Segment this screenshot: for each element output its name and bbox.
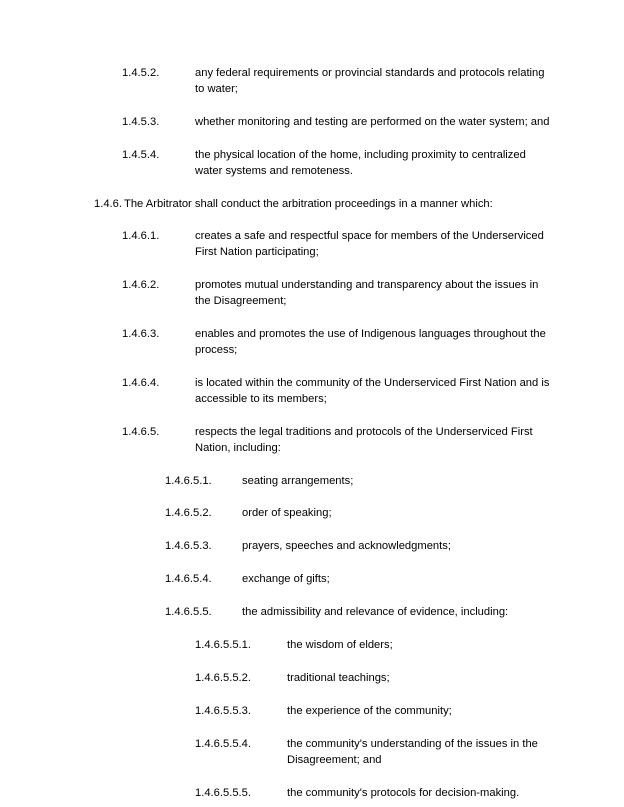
clause-number: 1.4.6.1. [122,230,160,243]
clause-number: 1.4.6.3. [122,328,160,341]
clause-text: The Arbitrator shall conduct the arbitration proceedings in a manner which: [124,197,493,210]
clause-number: 1.4.6.5.4. [165,573,212,586]
clause-text: creates a safe and respectful space for members of the Underserviced First Nation participating; [195,230,544,259]
clause-item [122,327,554,359]
clause-text: whether monitoring and testing are performed on the water system; and [195,115,550,128]
clause-number: 1.4.6.5.3. [165,540,212,553]
clause-text: the wisdom of elders; [287,639,393,652]
clause-number: 1.4.5.2. [122,67,160,79]
clause-text: exchange of gifts; [242,573,330,586]
clause-text: seating arrangements; [242,474,354,487]
clause-number: 1.4.6.5.5. [165,606,212,619]
clause-item [165,572,554,588]
clause-item [165,605,554,621]
clause-item [195,671,554,687]
clause-number: 1.4.6.5.5.3. [195,704,251,717]
clause-number: 1.4.6.5.5.5. [195,786,251,799]
clause-item [165,539,554,555]
clause-item [122,66,554,98]
clause-list [60,66,554,801]
clause-item [195,737,554,769]
clause-item [122,425,554,457]
clause-number: 1.4.6.2. [122,279,160,292]
clause-text: respects the legal traditions and protocols of the Underserviced First Nation, including: [195,425,533,454]
clause-text: prayers, speeches and acknowledgments; [242,540,451,553]
clause-text: any federal requirements or provincial standards and protocols relating to water; [195,67,545,95]
clause-item [122,148,554,180]
clause-item [94,197,554,213]
clause-item [122,115,554,131]
clause-text: traditional teachings; [287,671,390,684]
clause-number: 1.4.5.4. [122,148,160,161]
clause-number: 1.4.6.4. [122,376,160,389]
clause-number: 1.4.6.5.2. [165,507,212,520]
clause-item [195,786,554,802]
clause-text: promotes mutual understanding and transparency about the issues in the Disagreement; [195,279,539,308]
clause-item [122,229,554,261]
clause-item [195,638,554,654]
clause-number: 1.4.6.5.5.1. [195,639,251,652]
clause-item [122,278,554,310]
clause-text: the admissibility and relevance of evidence, including: [242,606,509,619]
clause-text: the community's protocols for decision-making. [287,786,520,799]
clause-text: order of speaking; [242,507,332,520]
clause-item [165,474,554,490]
clause-text: is located within the community of the Underserviced First Nation and is accessible to its members; [195,376,550,405]
clause-number: 1.4.6. [94,197,122,210]
clause-number: 1.4.6.5.5.2. [195,671,251,684]
clause-text: the physical location of the home, including proximity to centralized water systems and remoteness. [195,148,526,177]
clause-item [122,376,554,408]
clause-number: 1.4.5.3. [122,115,160,128]
clause-item [165,506,554,522]
clause-number: 1.4.6.5.1. [165,474,212,487]
clause-item [195,704,554,720]
clause-text: the experience of the community; [287,704,452,717]
clause-number: 1.4.6.5. [122,425,160,438]
clause-text: the community's understanding of the issues in the Disagreement; and [287,737,538,766]
clause-number: 1.4.6.5.5.4. [195,737,251,750]
clause-text: enables and promotes the use of Indigenous languages throughout the process; [195,328,546,356]
